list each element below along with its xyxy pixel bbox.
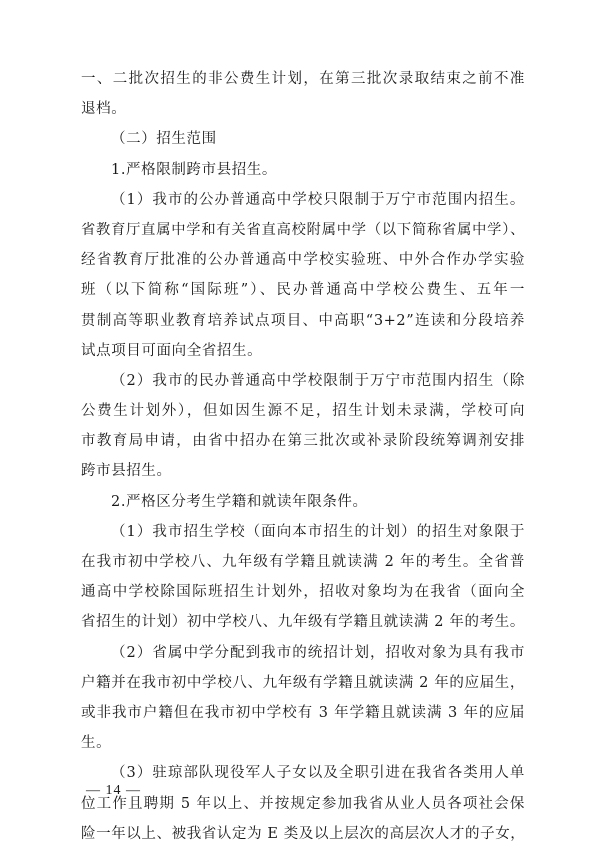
document-body: [81, 64, 525, 849]
text-line: 班（以下简称“国际班”）、民办普通高中学校公费生、五年一: [81, 282, 525, 299]
section-heading: （二）招生范围: [111, 131, 217, 148]
text-line: 跨市县招生。: [81, 463, 172, 480]
text-line: 一、二批次招生的非公费生计划，在第三批次录取结束之前不准: [81, 71, 525, 87]
subsection-heading: 1.严格限制跨市县招生。: [111, 161, 278, 178]
text-line: 通高中学校除国际班招生计划外，招收对象均为在我省（面向全: [81, 584, 525, 601]
text-line: 生。: [81, 735, 112, 752]
page-number: — 14 —: [86, 783, 141, 798]
text-line: 省招生的计划）初中学校八、九年级有学籍且就读满 2 年的考生。: [81, 614, 525, 631]
text-line: 市教育局申请，由省中招办在第三批次或补录阶段统筹调剂安排: [81, 433, 525, 450]
text-line: 户籍并在我市初中学校八、九年级有学籍且就读满 2 年的应届生，: [81, 674, 525, 691]
text-line: 位工作且聘期 5 年以上、并按规定参加我省从业人员各项社会保: [81, 795, 525, 812]
text-line: 退档。: [81, 101, 127, 118]
text-line: 在我市初中学校八、九年级有学籍且就读满 2 年的考生。全省普: [81, 554, 525, 570]
text-line: （3）驻琼部队现役军人子女以及全职引进在我省各类用人单: [111, 765, 525, 782]
text-line: 试点项目可面向全省招生。: [81, 342, 263, 359]
text-line: （1）我市招生学校（面向本市招生的计划）的招生对象限于: [111, 523, 525, 540]
text-line: 省教育厅直属中学和有关省直高校附属中学（以下简称省属中学）、: [81, 221, 525, 238]
subsection-heading: 2.严格区分考生学籍和就读年限条件。: [111, 493, 368, 510]
text-line: 经省教育厅批准的公办普通高中学校实验班、中外合作办学实验: [81, 252, 525, 269]
text-line: （1）我市的公办普通高中学校只限制于万宁市范围内招生。: [111, 191, 525, 208]
text-line: 贯制高等职业教育培养试点项目、中高职“3+2”连读和分段培养: [81, 312, 525, 329]
text-line: 公费生计划外），但如因生源不足，招生计划未录满，学校可向: [81, 403, 525, 420]
text-line: 险一年以上、被我省认定为 E 类及以上层次的高层次人才的子女，: [81, 825, 526, 842]
text-line: （2）省属中学分配到我市的统招计划，招收对象为具有我市: [111, 644, 525, 661]
text-line: 或非我市户籍但在我市初中学校有 3 年学籍且就读满 3 年的应届: [81, 704, 525, 721]
text-line: （2）我市的民办普通高中学校限制于万宁市范围内招生（除: [111, 372, 525, 389]
